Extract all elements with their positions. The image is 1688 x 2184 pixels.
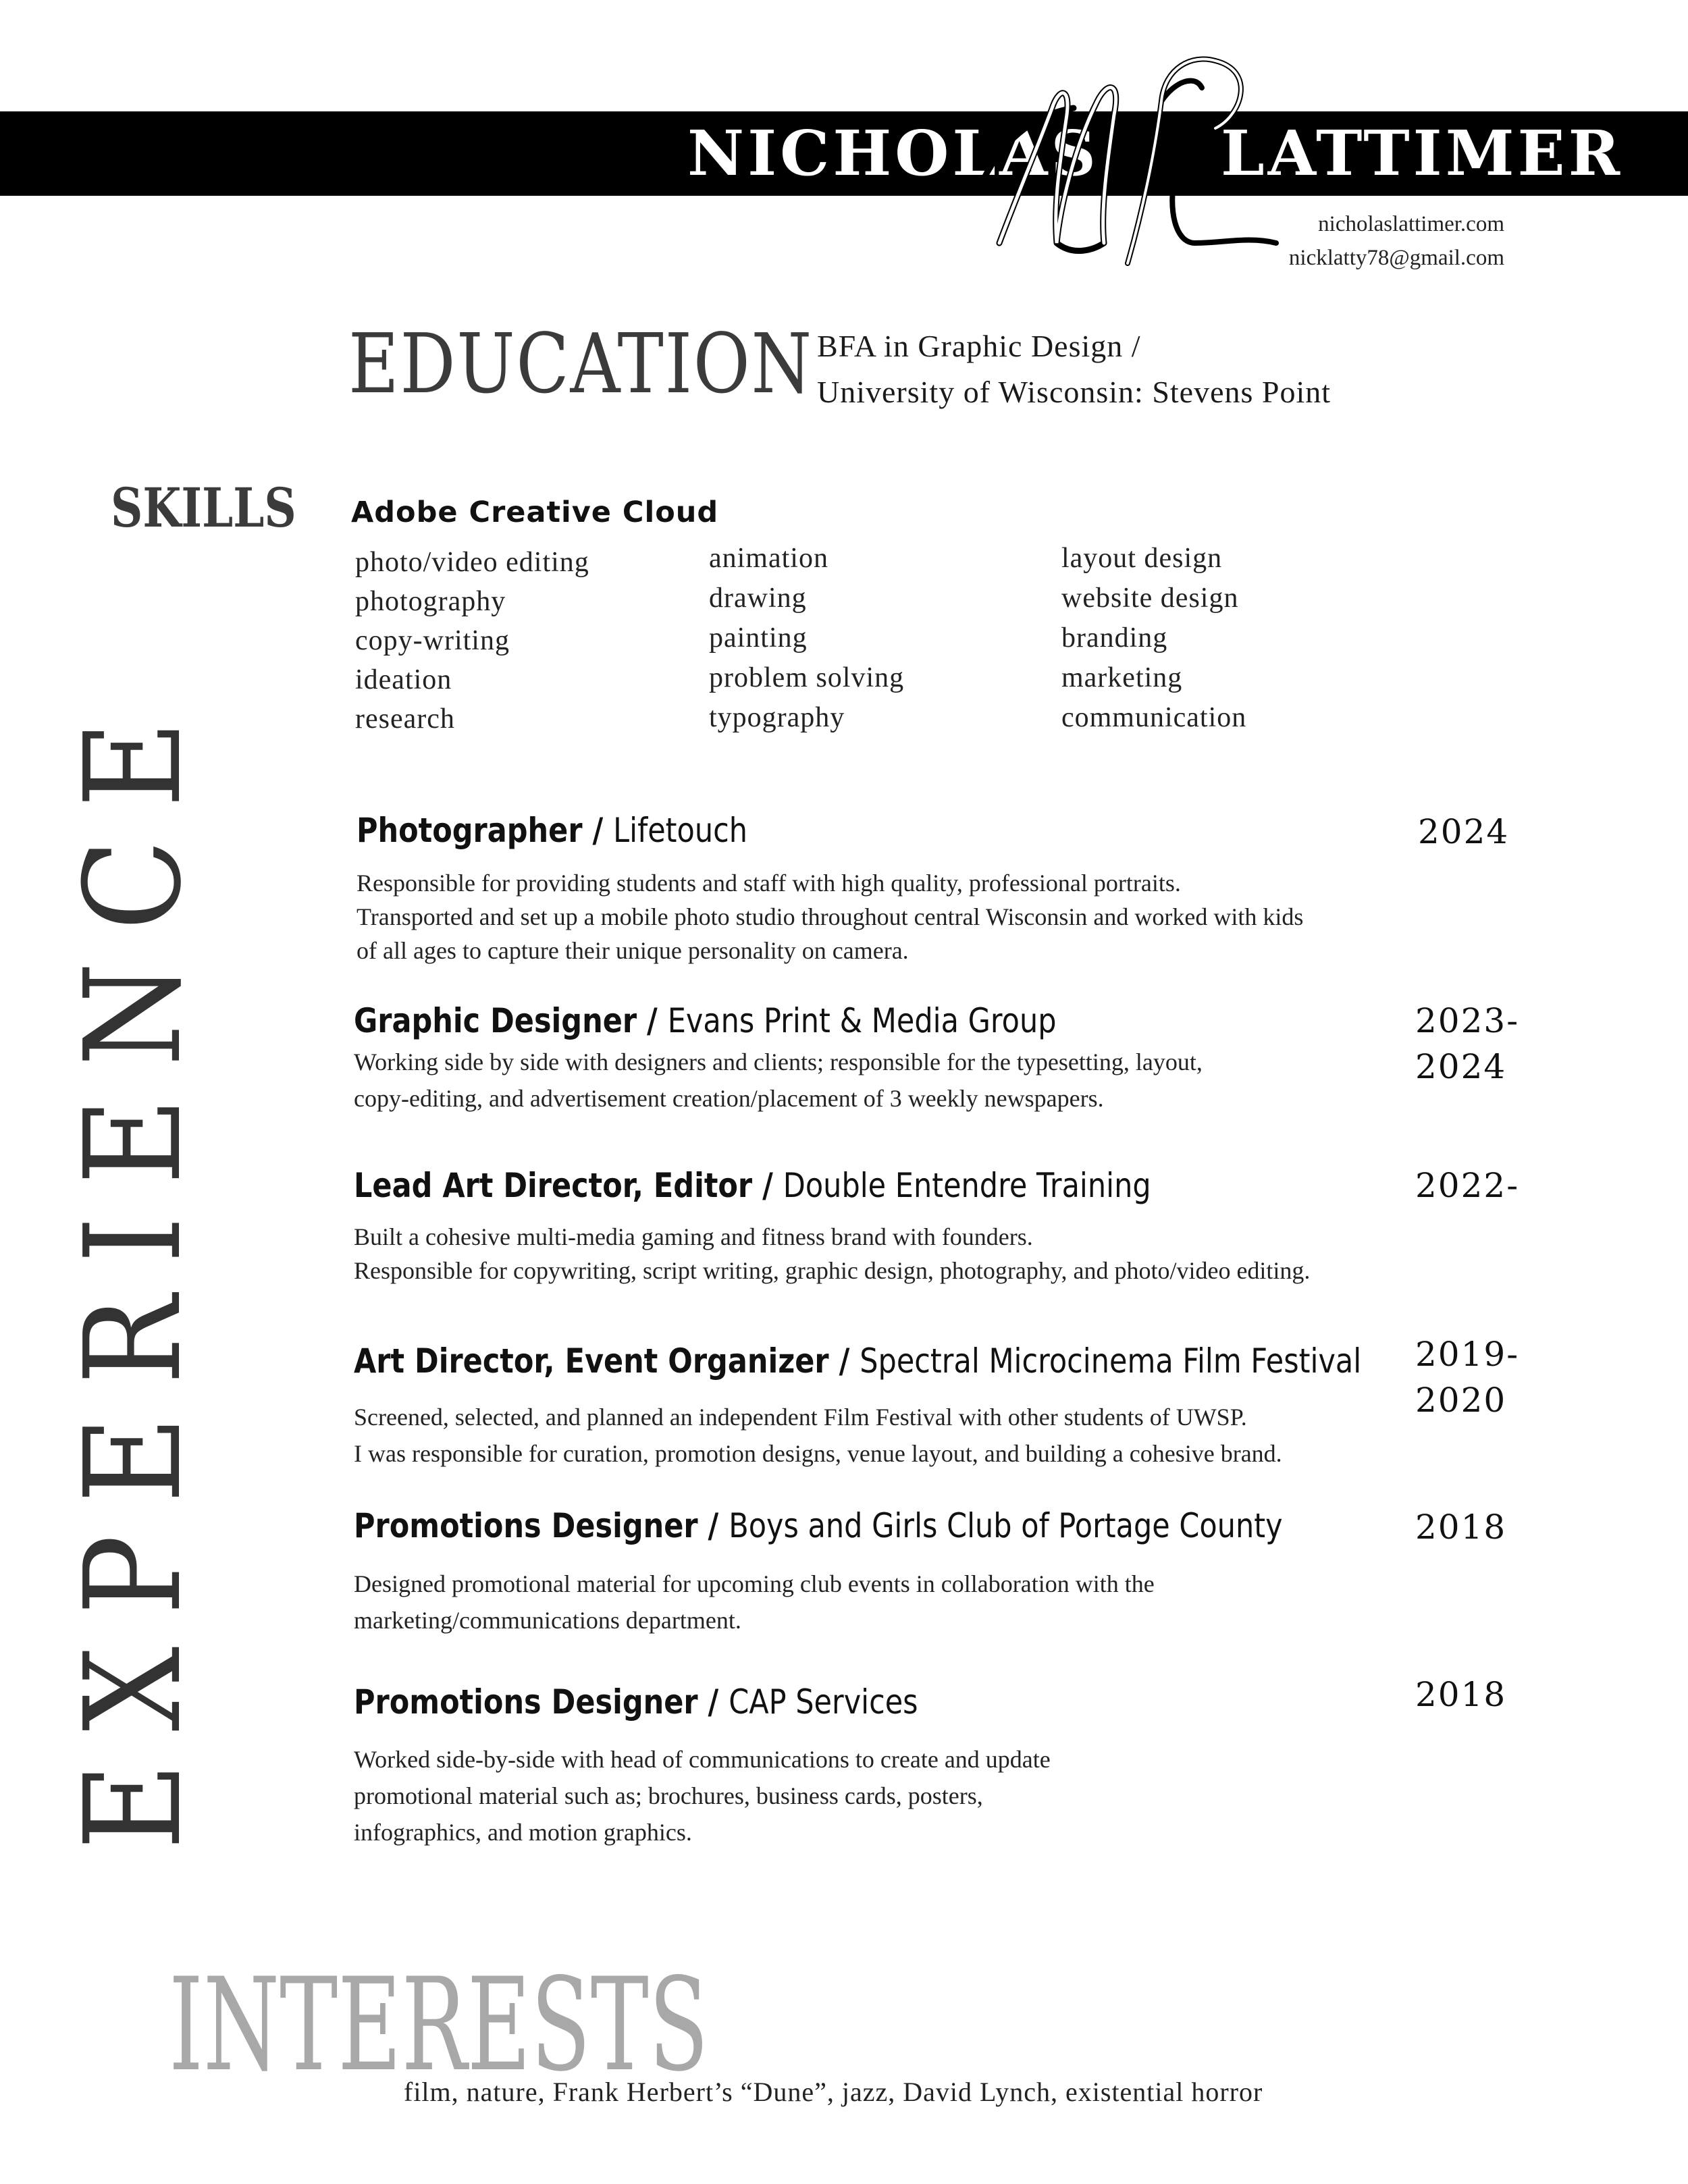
job-description-line: Designed promotional material for upcoming club events in collaboration with the [354,1570,1155,1597]
experience-heading: EXPERIENCE [57,689,211,1850]
job-year: 2020 [1415,1381,1507,1420]
skill-item: drawing [709,583,807,614]
skill-item: branding [1061,622,1168,654]
skills-heading: SKILLS [111,476,296,539]
job-org: Boys and Girls Club of Portage County [729,1506,1283,1545]
job-role: Promotions Designer [354,1506,698,1545]
job-org: Evans Print & Media Group [667,1001,1057,1040]
skills-title: Adobe Creative Cloud [351,496,719,529]
job-year: 2022- [1415,1166,1520,1205]
job-role: Lead Art Director, Editor [354,1166,753,1205]
job-description-line: promotional material such as; brochures, business cards, posters, [354,1782,983,1809]
job-title: Photographer / Lifetouch [357,811,748,850]
job-title: Promotions Designer / Boys and Girls Club of Portage County [354,1506,1283,1545]
website-link[interactable]: nicholaslattimer.com [1318,212,1504,236]
education-school: University of Wisconsin: Stevens Point [817,375,1331,409]
job-year: 2018 [1415,1508,1507,1547]
job-org: Double Entendre Training [783,1166,1151,1205]
skill-item: layout design [1061,543,1223,574]
skill-item: typography [709,702,845,733]
job-year: 2024 [1415,1047,1507,1086]
job-year: 2019- [1415,1335,1520,1374]
job-title: Art Director, Event Organizer / Spectral Microcinema Film Festival [354,1341,1362,1381]
job-role: Art Director, Event Organizer [354,1341,829,1381]
skill-item: ideation [355,664,452,695]
job-year: 2018 [1415,1675,1507,1714]
last-name: LATTIMER [1221,117,1624,190]
interests-heading: INTERESTS [169,1950,709,2100]
job-description-line: infographics, and motion graphics. [354,1819,692,1846]
skill-item: painting [709,622,808,654]
email-link[interactable]: nicklatty78@gmail.com [1288,246,1504,270]
skill-item: copy-writing [355,625,510,656]
job-title: Lead Art Director, Editor / Double Entendre Training [354,1166,1151,1205]
job-role: Promotions Designer [354,1682,698,1722]
education-degree: BFA in Graphic Design / [817,329,1141,363]
skill-item: animation [709,543,828,574]
job-org: CAP Services [729,1682,918,1722]
job-title: Graphic Designer / Evans Print & Media Group [354,1001,1057,1040]
job-org: Spectral Microcinema Film Festival [860,1341,1362,1381]
skill-item: website design [1061,583,1239,614]
job-description-line: marketing/communications department. [354,1607,741,1634]
job-description-line: Working side by side with designers and clients; responsible for the typesetting, layout, [354,1048,1203,1075]
skill-item: photo/video editing [355,547,589,578]
skill-item: research [355,703,455,735]
first-name: NICHOLAS [687,117,1099,190]
job-description-line: Transported and set up a mobile photo studio throughout central Wisconsin and worked with kids [357,903,1304,930]
job-description-line: Screened, selected, and planned an independent Film Festival with other students of UWSP. [354,1404,1247,1431]
job-description-line: Worked side-by-side with head of communications to create and update [354,1746,1051,1773]
job-description-line: Responsible for copywriting, script writing, graphic design, photography, and photo/video editing. [354,1257,1311,1284]
skill-item: marketing [1061,662,1183,693]
job-description-line: of all ages to capture their unique personality on camera. [357,937,909,964]
job-description-line: I was responsible for curation, promotion designs, venue layout, and building a cohesive brand. [354,1440,1282,1467]
job-role: Graphic Designer [354,1001,637,1040]
job-description-line: copy-editing, and advertisement creation/placement of 3 weekly newspapers. [354,1085,1104,1112]
job-role: Photographer [357,811,583,850]
job-year: 2023- [1415,1001,1520,1040]
education-heading: EDUCATION [348,316,813,412]
nl-monogram-icon [959,41,1310,284]
job-year: 2024 [1418,812,1510,851]
interests-list: film, nature, Frank Herbert’s “Dune”, jazz, David Lynch, existential horror [404,2077,1263,2107]
job-description-line: Responsible for providing students and staff with high quality, professional portraits. [357,870,1181,897]
skill-item: photography [355,586,506,617]
job-title: Promotions Designer / CAP Services [354,1682,918,1722]
job-description-line: Built a cohesive multi-media gaming and fitness brand with founders. [354,1223,1033,1250]
job-org: Lifetouch [613,811,748,850]
skill-item: communication [1061,702,1247,733]
skill-item: problem solving [709,662,905,693]
